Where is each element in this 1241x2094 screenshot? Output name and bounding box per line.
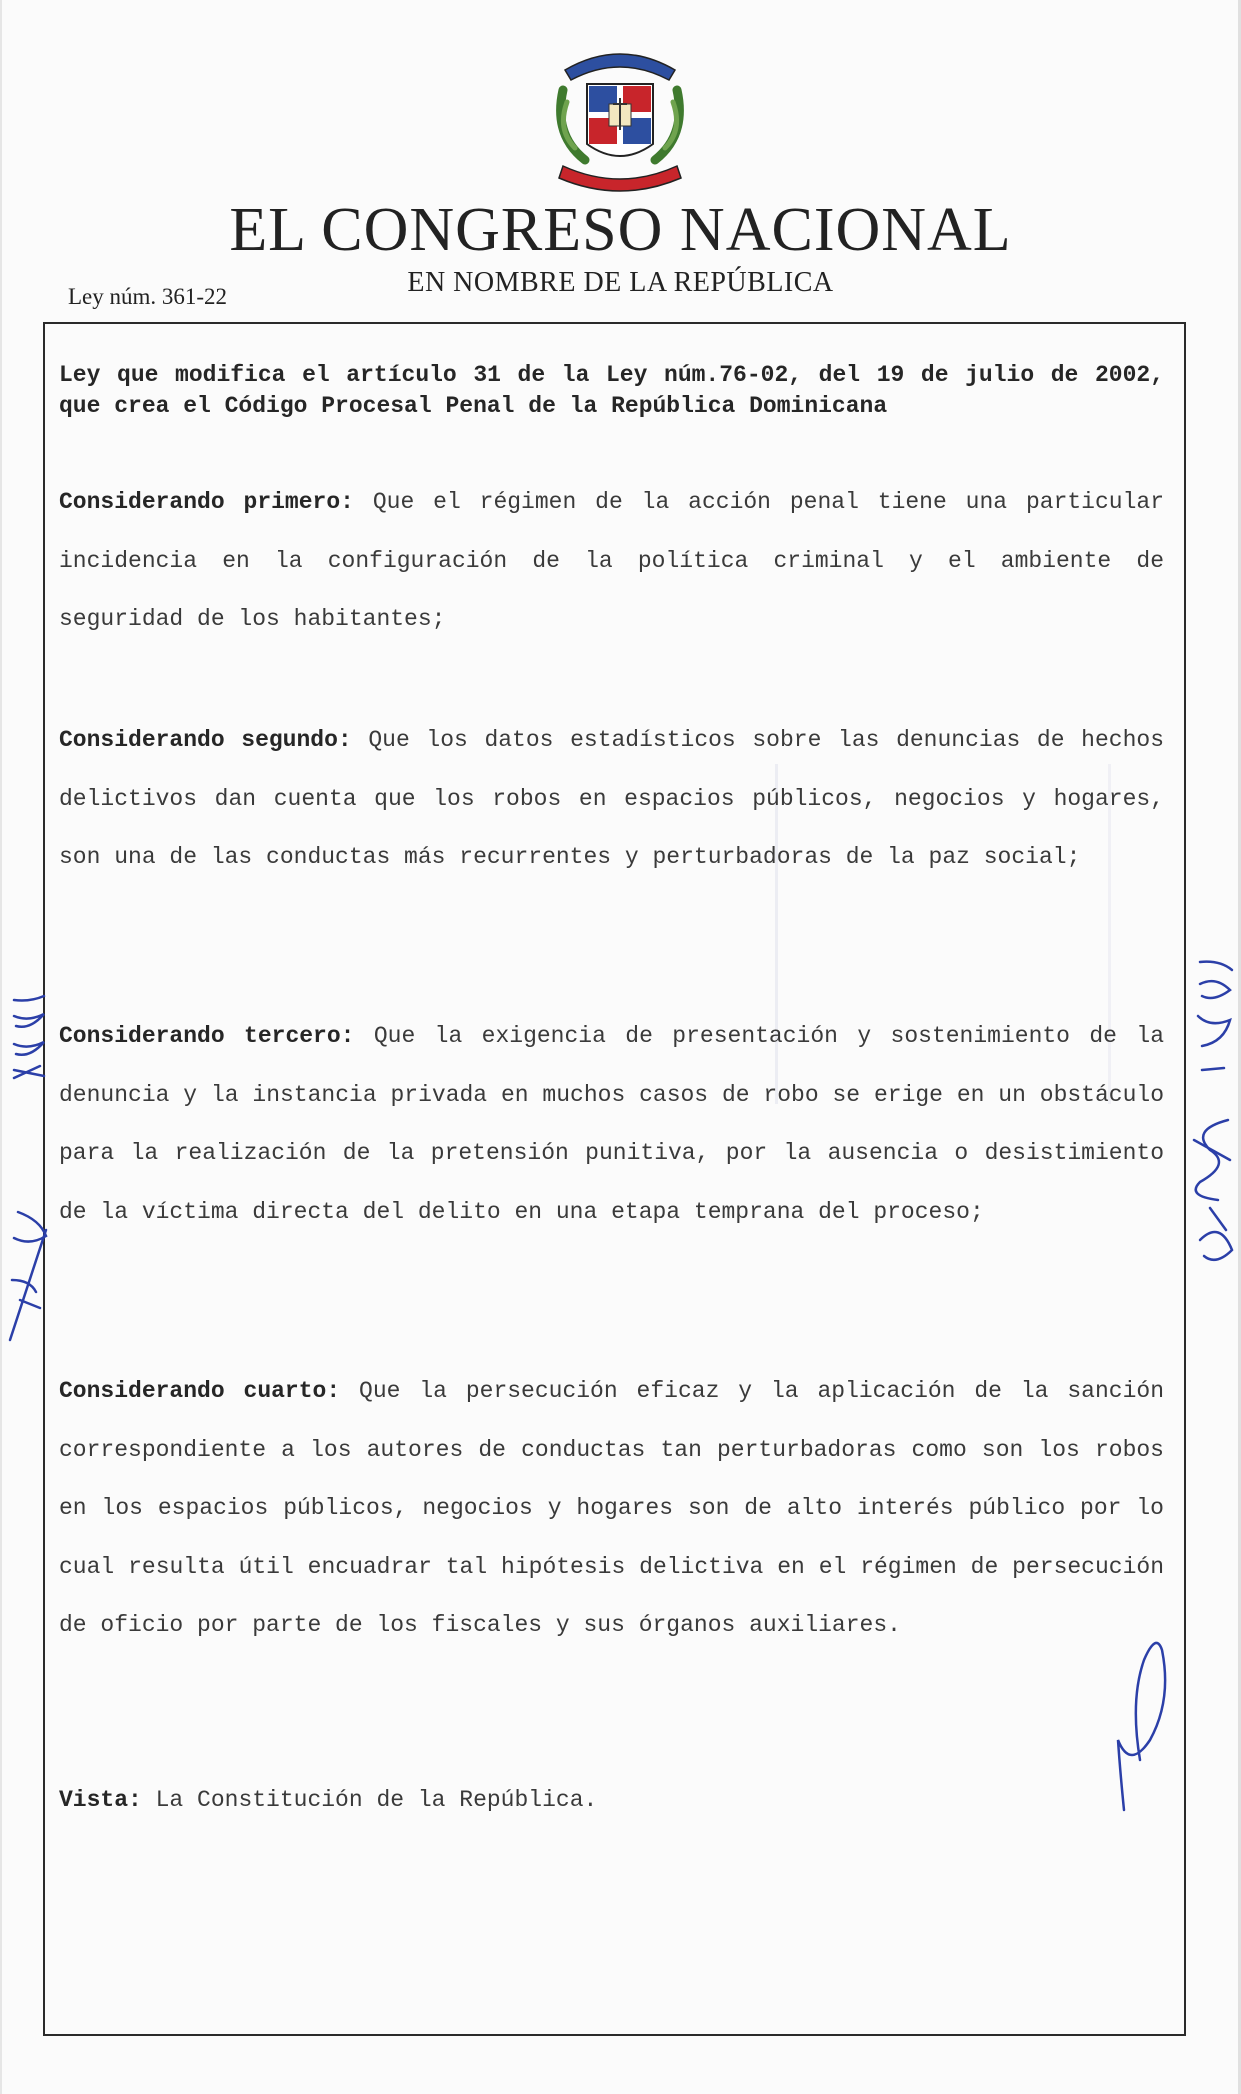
paragraph-text: Que los datos estadísticos sobre las denuncias de hechos delictivos dan cuenta que los robos en espacios públicos, negocios y hogares, son una de las conductas más recurrentes y perturbadoras de la paz social;	[59, 727, 1164, 870]
paragraph-lead: Considerando cuarto:	[59, 1378, 341, 1404]
handwritten-signature-icon	[1100, 1620, 1180, 1820]
law-number: Ley núm. 361-22	[68, 284, 228, 309]
paragraph-lead: Considerando tercero:	[59, 1023, 355, 1049]
paragraph-considerando-cuarto	[59, 1362, 1164, 1655]
paragraph-text: Que la persecución eficaz y la aplicación de la sanción correspondiente a los autores de conductas tan perturbadoras como son los robos en los espacios públicos, negocios y hogares son de alto interés público por lo cual resulta útil encuadrar tal hipótesis delictiva en el régimen de persecución de oficio por parte de los fiscales y sus órganos auxiliares.	[59, 1378, 1164, 1638]
margin-note-right-icon	[1180, 950, 1241, 1310]
paragraph-text: Que la exigencia de presentación y sostenimiento de la denuncia y la instancia privada en muchos casos de robo se erige en un obstáculo para la realización de la pretensión punitiva, por la ausencia o desistimiento de la víctima directa del delito en una etapa temprana del proceso;	[59, 1023, 1164, 1225]
paragraph-lead: Vista:	[59, 1787, 142, 1813]
paragraph-considerando-segundo	[59, 711, 1164, 887]
paragraph-text: La Constitución de la República.	[141, 1787, 598, 1813]
paragraph-text: Que el régimen de la acción penal tiene una particular incidencia en la configuración de la política criminal y el ambiente de seguridad de los habitantes;	[59, 489, 1164, 632]
document-frame	[43, 322, 1186, 2036]
margin-note-left-icon	[0, 980, 60, 1360]
paragraph-considerando-tercero	[59, 1007, 1164, 1241]
congress-title: EL CONGRESO NACIONAL	[229, 196, 1012, 264]
congress-subtitle: EN NOMBRE DE LA REPÚBLICA	[407, 267, 834, 298]
coat-of-arms-icon	[545, 40, 695, 198]
paragraph-vista	[59, 1771, 1164, 1830]
paragraph-lead: Considerando segundo:	[59, 727, 352, 753]
law-title: Ley que modifica el artículo 31 de la Ley núm.76-02, del 19 de julio de 2002, que crea el Código Procesal Penal de la República Dominicana	[59, 362, 1164, 419]
paragraph-lead: Considerando primero:	[59, 489, 354, 515]
paragraph-considerando-primero	[59, 473, 1164, 649]
